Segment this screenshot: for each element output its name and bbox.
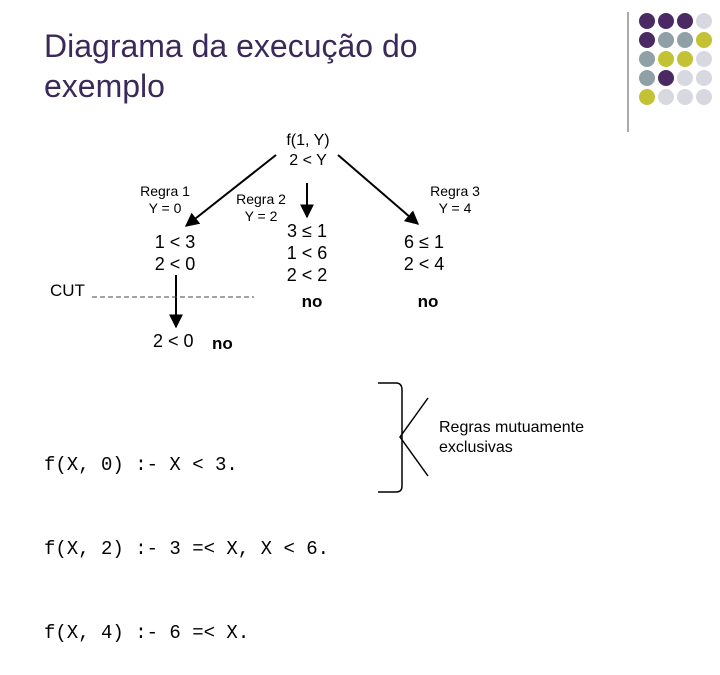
right-brace [378, 383, 402, 492]
prolog-code-block [44, 395, 329, 675]
branch-3-line-2: 2 < 4 [403, 254, 445, 274]
branch-2-result: no [301, 292, 323, 311]
branch-3-result: no [417, 292, 439, 311]
rule-1-binding: Y = 0 [148, 200, 182, 216]
cut-label: CUT [50, 281, 85, 300]
branch-2-line-3: 2 < 2 [286, 265, 328, 285]
rule-1-label [130, 183, 200, 217]
rule-3-binding: Y = 4 [438, 200, 472, 216]
branch-2-line-2: 1 < 6 [286, 243, 328, 263]
branch-1-line-2: 2 < 0 [154, 254, 196, 274]
note-line-1: Regras mutuamente [439, 419, 584, 436]
branch-2-goals [272, 220, 342, 286]
rule-3-name: Regra 3 [430, 183, 480, 199]
title-line-2: exemplo [44, 68, 165, 104]
branch-2-line-1: 3 ≤ 1 [287, 221, 327, 241]
code-line-2: f(X, 2) :- 3 =< X, X < 6. [44, 538, 330, 560]
rule-1-name: Regra 1 [140, 183, 190, 199]
bottom-result: no [212, 334, 233, 353]
branch-1-goals [140, 231, 210, 275]
exclusive-rules-note [439, 418, 584, 458]
branch-3-line-1: 6 ≤ 1 [404, 232, 444, 252]
root-goal-line-1: f(1, Y) [286, 132, 330, 149]
code-line-3: f(X, 4) :- 6 =< X. [44, 622, 250, 644]
branch-1-line-1: 1 < 3 [154, 232, 196, 252]
angle-bracket [400, 398, 428, 476]
rule-3-label [420, 183, 490, 217]
arrow-to-branch3 [338, 155, 418, 224]
code-line-1: f(X, 0) :- X < 3. [44, 454, 238, 476]
bottom-goal: 2 < 0 [153, 331, 194, 351]
branch-3-goals [389, 231, 459, 275]
rule-2-name: Regra 2 [236, 191, 286, 207]
note-line-2: exclusivas [439, 439, 513, 456]
root-goal [266, 131, 350, 171]
root-goal-line-2: 2 < Y [289, 152, 327, 169]
title-line-1: Diagrama da execução do [44, 28, 418, 64]
rule-2-binding: Y = 2 [244, 208, 278, 224]
